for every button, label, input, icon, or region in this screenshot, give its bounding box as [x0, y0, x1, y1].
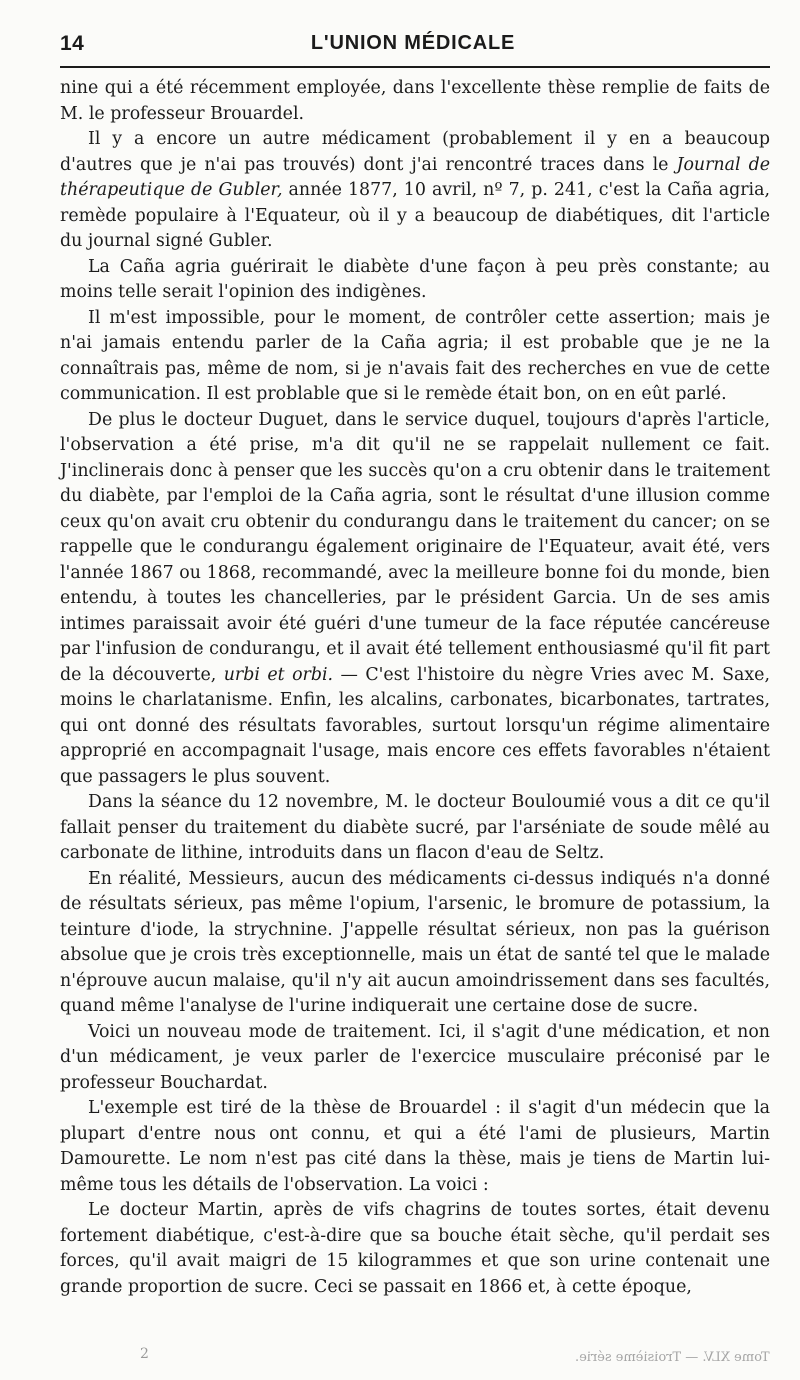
- text-segment: Voici un nouveau mode de traitement. Ici, il s'agit d'une médication, et non d'un médicament, je veux parler de l'exercice musculaire préconisé par le professeur Bouchardat.: [60, 1021, 770, 1093]
- paragraph: [60, 127, 770, 255]
- italic-text-segment: Journal de thérapeutique de Gubler,: [60, 154, 770, 200]
- header-rule: [60, 66, 770, 68]
- text-segment: En réalité, Messieurs, aucun des médicaments ci-dessus indiqués n'a donné de résultats sérieux, pas même l'opium, l'arsenic, le bromure de potassium, la teinture d'iode, la strychnine. J'appelle résultat sérieux, non pas la guérison absolue que je crois très exceptionnelle, mais un état de santé tel que le malade n'éprouve aucun malaise, qu'il n'y ait aucun amoindrissement dans ses facultés, quand même l'analyse de l'urine indiquerait une certaine dose de sucre.: [60, 868, 770, 1016]
- page-number: 14: [60, 32, 85, 55]
- journal-title: L'UNION MÉDICALE: [310, 32, 516, 54]
- text-segment: De plus le docteur Duguet, dans le service duquel, toujours d'après l'article, l'observation a été prise, m'a dit qu'il ne se rappelait nullement ce fait. J'inclinerais donc à penser que les succès qu'on a cru obtenir dans le traitement du diabète, par l'emploi de la Caña agria, sont le résultat d'une illusion comme ceux qu'on avait cru obtenir du condurangu dans le traitement du cancer; on se rappelle que le condurangu également originaire de l'Equateur, avait été, vers l'année 1867 ou 1868, recommandé, avec la meilleure bonne foi du monde, bien entendu, à toutes les chancelleries, par le président Garcia. Un de ses amis intimes paraissait avoir été guéri d'une tumeur de la face réputée cancéreuse par l'infusion de condurangu, et il avait été tellement enthousiasmé qu'il fit part de la découverte,: [60, 409, 770, 685]
- show-through-text: Tome XLV. — Troisième série.: [575, 1350, 770, 1365]
- paragraph: [60, 1198, 770, 1300]
- article-body: [60, 76, 770, 1300]
- text-segment: Il m'est impossible, pour le moment, de contrôler cette assertion; mais je n'ai jamais entendu parler de la Caña agria; il est probable que je ne la connaîtrais pas, même de nom, si je n'avais fait des recherches en vue de cette communication. Il est problable que si le remède était bon, on en eût parlé.: [60, 307, 770, 404]
- paragraph: [60, 1020, 770, 1097]
- paragraph: [60, 408, 770, 791]
- page-footer: [0, 1346, 800, 1376]
- text-segment: Le docteur Martin, après de vifs chagrins de toutes sortes, était devenu fortement diabétique, c'est-à-dire que sa bouche était sèche, qu'il perdait ses forces, qu'il avait maigri de 15 kilogrammes et que son urine contenait une grande proportion de sucre. Ceci se passait en 1866 et, à cette époque,: [60, 1200, 770, 1297]
- text-segment: L'exemple est tiré de la thèse de Brouardel : il s'agit d'un médecin que la plupart d'entre nous ont connu, et qui a été l'ami de plusieurs, Martin Damourette. Le nom n'est pas cité dans la thèse, mais je tiens de Martin lui-même tous les détails de l'observation. La voici :: [60, 1098, 770, 1195]
- paragraph: [60, 790, 770, 867]
- text-segment: La Caña agria guérirait le diabète d'une façon à peu près constante; au moins telle serait l'opinion des indigènes.: [60, 256, 770, 302]
- page-header: [60, 28, 766, 64]
- text-segment: Il y a encore un autre médicament (probablement il y en a beaucoup d'autres que je n'ai pas trouvés) dont j'ai rencontré traces dans le: [60, 129, 770, 175]
- italic-text-segment: urbi et orbi.: [223, 664, 334, 685]
- paragraph: [60, 255, 770, 306]
- text-segment: année 1877, 10 avril, nº 7, p. 241, c'est la Caña agria, remède populaire à l'Equateur, où il y a beaucoup de diabétiques, dit l'article du journal signé Gubler.: [60, 180, 770, 251]
- signature-mark: 2: [140, 1346, 149, 1362]
- paragraph: [60, 867, 770, 1020]
- paragraph: [60, 1096, 770, 1198]
- text-segment: — C'est l'histoire du nègre Vries avec M. Saxe, moins le charlatanisme. Enfin, les alcalins, carbonates, bicarbonates, tartrates, qui ont donné des résultats favorables, surtout lorsqu'un régime alimentaire approprié en accompagnait l'usage, mais encore ces effets favorables n'étaient que passagers le plus souvent.: [60, 664, 770, 787]
- paragraph: [60, 76, 770, 127]
- paragraph: [60, 306, 770, 408]
- text-segment: nine qui a été récemment employée, dans l'excellente thèse remplie de faits de M. le professeur Brouardel.: [60, 78, 770, 124]
- text-segment: Dans la séance du 12 novembre, M. le docteur Bouloumié vous a dit ce qu'il fallait penser du traitement du diabète sucré, par l'arséniate de soude mêlé au carbonate de lithine, introduits dans un flacon d'eau de Seltz.: [60, 792, 770, 863]
